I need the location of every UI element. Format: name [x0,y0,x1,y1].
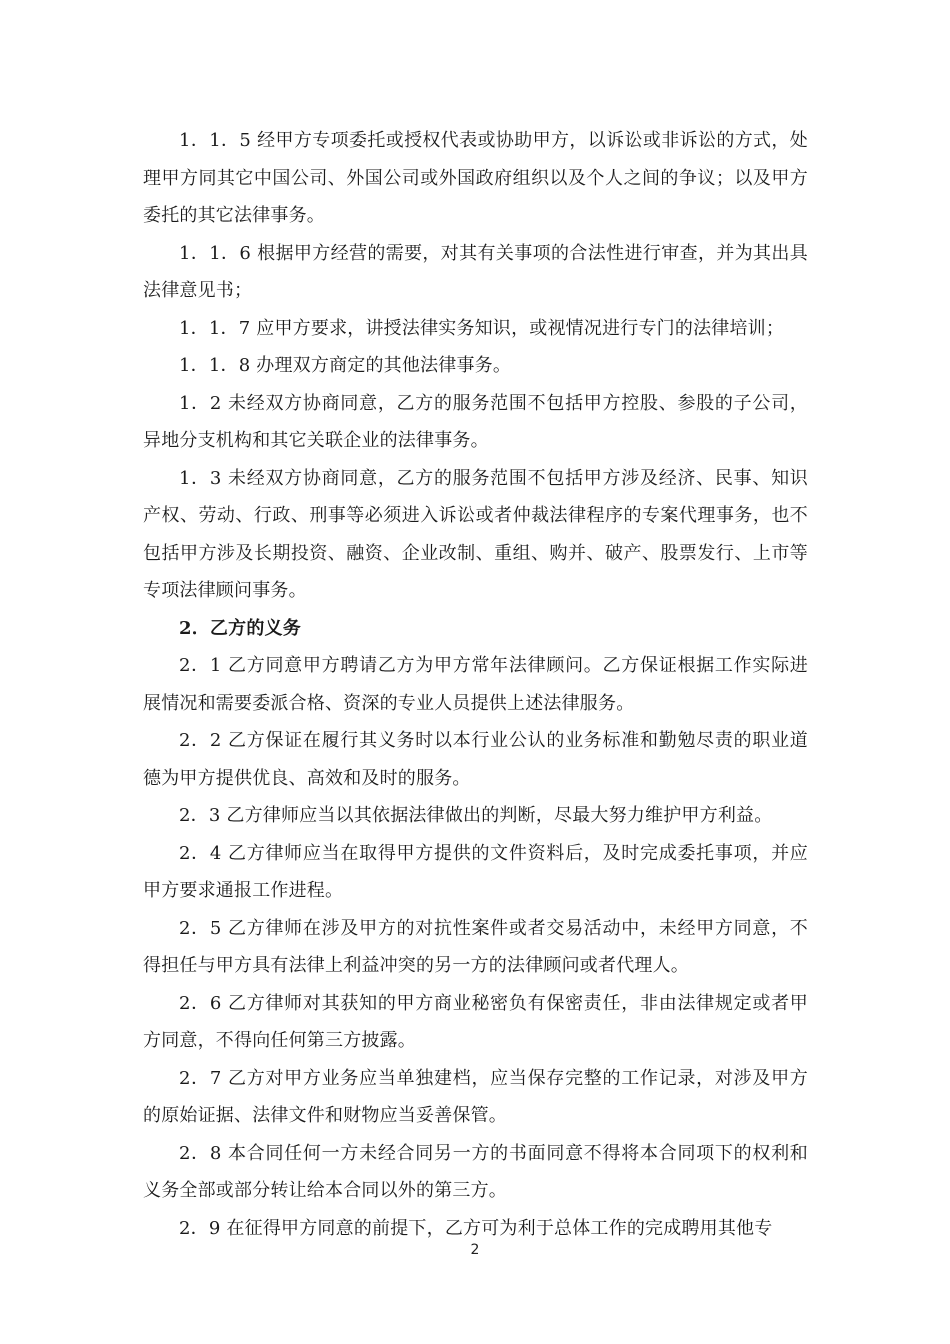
clause-2-1: 2．1 乙方同意甲方聘请乙方为甲方常年法律顾问。乙方保证根据工作实际进展情况和需要委派合格、资深的专业人员提供上述法律服务。 [143,655,808,714]
clause-1-2: 1．2 未经双方协商同意，乙方的服务范围不包括甲方控股、参股的子公司，异地分支机构和其它关联企业的法律事务。 [143,392,808,451]
clause-2-8: 2．8 本合同任何一方未经合同另一方的书面同意不得将本合同项下的权利和义务全部或部分转让给本合同以外的第三方。 [143,1142,808,1201]
page-number: 2 [470,1242,480,1258]
clause-1-1-6: 1．1．6 根据甲方经营的需要，对其有关事项的合法性进行审查，并为其出具法律意见书； [143,242,808,301]
clause-2-5: 2．5 乙方律师在涉及甲方的对抗性案件或者交易活动中，未经甲方同意，不得担任与甲方具有法律上利益冲突的另一方的法律顾问或者代理人。 [143,917,808,976]
clause-2-9: 2．9 在征得甲方同意的前提下，乙方可为利于总体工作的完成聘用其他专 [179,1217,773,1239]
clause-2-6: 2．6 乙方律师对其获知的甲方商业秘密负有保密责任，非由法律规定或者甲方同意，不得向任何第三方披露。 [143,992,808,1051]
clause-1-3: 1．3 未经双方协商同意，乙方的服务范围不包括甲方涉及经济、民事、知识产权、劳动、行政、刑事等必须进入诉讼或者仲裁法律程序的专案代理事务，也不包括甲方涉及长期投资、融资、企业改制、重组、购并、破产、股票发行、上市等专项法律顾问事务。 [143,467,808,601]
document-body [143,122,808,1247]
clause-1-1-7: 1．1．7 应甲方要求，讲授法律实务知识，或视情况进行专门的法律培训； [179,317,785,339]
clause-2-7: 2．7 乙方对甲方业务应当单独建档，应当保存完整的工作记录，对涉及甲方的原始证据、法律文件和财物应当妥善保管。 [143,1067,808,1126]
clause-2-3: 2．3 乙方律师应当以其依据法律做出的判断，尽最大努力维护甲方利益。 [179,805,773,826]
clause-1-1-5: 1．1．5 经甲方专项委托或授权代表或协助甲方，以诉讼或非诉讼的方式，处理甲方同其它中国公司、外国公司或外国政府组织以及个人之间的争议；以及甲方委托的其它法律事务。 [143,130,808,226]
section-heading-2: 2．乙方的义务 [179,617,301,639]
clause-1-1-8: 1．1．8 办理双方商定的其他法律事务。 [179,355,512,376]
clause-2-2: 2．2 乙方保证在履行其义务时以本行业公认的业务标准和勤勉尽责的职业道德为甲方提供优良、高效和及时的服务。 [143,730,808,789]
clause-2-4: 2．4 乙方律师应当在取得甲方提供的文件资料后，及时完成委托事项，并应甲方要求通报工作进程。 [143,842,808,901]
